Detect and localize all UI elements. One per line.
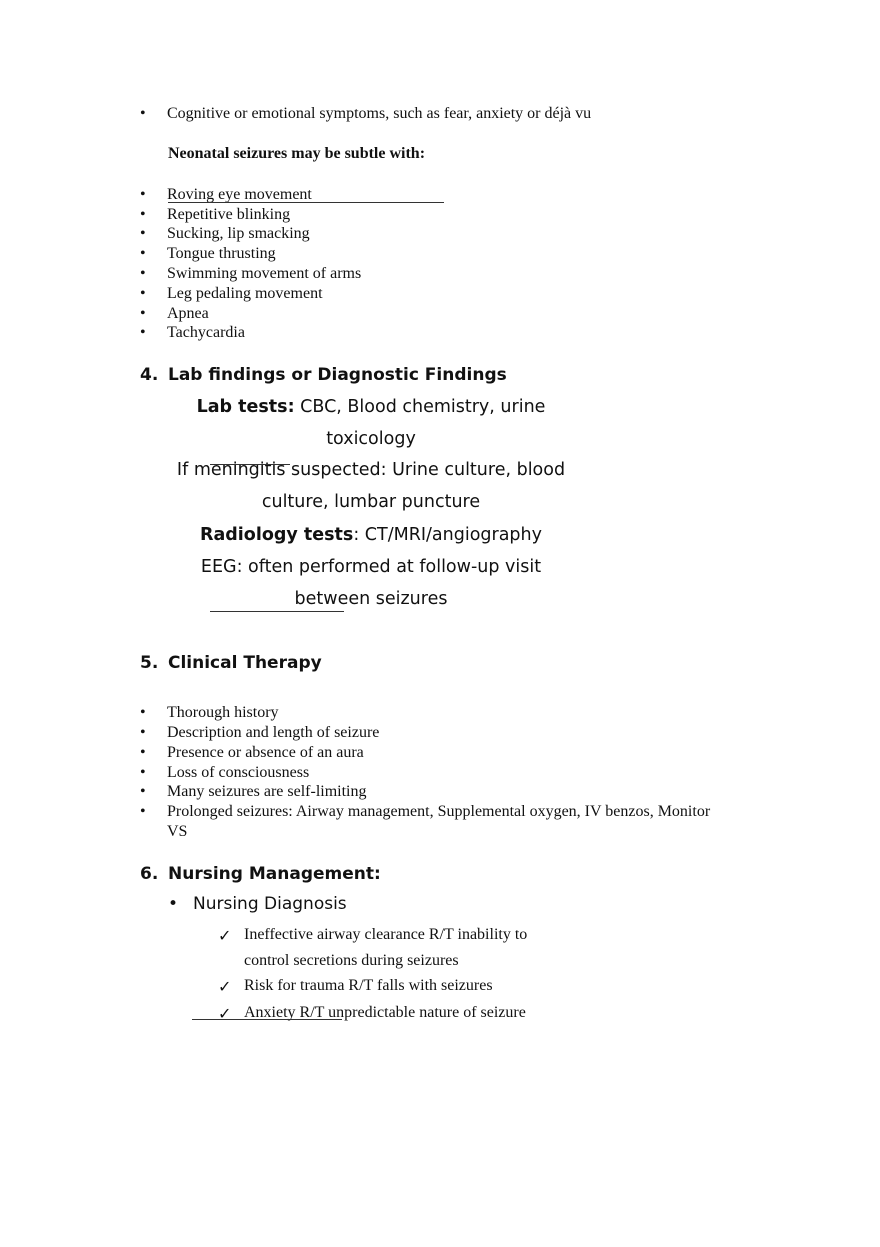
section-4-heading <box>140 365 507 385</box>
bullet-dot-icon: • <box>140 744 146 761</box>
bullet-dot-icon: • <box>168 894 179 914</box>
check-item-text: Ineffective airway clearance R/T inability to <box>244 926 528 943</box>
lab-tests-text: CBC, Blood chemistry, urine <box>294 397 546 417</box>
nursing-diagnosis-bullet <box>168 894 347 914</box>
list-item-text: Thorough history <box>167 704 279 721</box>
check-item-text: Risk for trauma R/T falls with seizures <box>244 977 493 994</box>
list-item-text: Loss of consciousness <box>167 764 310 781</box>
radiology-label: Radiology tests <box>200 525 354 545</box>
bullet-dot-icon: • <box>140 105 146 122</box>
check-item-text: control secretions during seizures <box>244 952 459 969</box>
section-number: 4. <box>140 365 159 385</box>
list-item-text: Description and length of seizure <box>167 724 380 741</box>
intro-bullet-text: Cognitive or emotional symptoms, such as fear, anxiety or déjà vu <box>167 105 592 122</box>
radiology-text: : CT/MRI/angiography <box>353 525 542 545</box>
list-item-text: Roving eye movement <box>167 186 312 203</box>
section-title: Clinical Therapy <box>168 653 322 673</box>
list-item-text: Tongue thrusting <box>167 245 276 262</box>
list-item-text: Apnea <box>167 305 209 322</box>
list-item-text: VS <box>167 823 188 840</box>
checkmark-icon: ✓ <box>218 979 232 996</box>
lab-tests-continuation: toxicology <box>326 429 416 449</box>
meningitis-line <box>0 460 742 480</box>
bullet-dot-icon: • <box>140 704 146 721</box>
meningitis-prefix: If <box>176 460 194 480</box>
bullet-dot-icon: • <box>140 285 146 302</box>
bullet-dot-icon: • <box>140 724 146 741</box>
revision-underline <box>168 202 444 203</box>
bullet-dot-icon: • <box>140 803 146 820</box>
list-item-text: Swimming movement of arms <box>167 265 362 282</box>
bullet-dot-icon: • <box>140 265 146 282</box>
revision-overline <box>210 464 290 465</box>
revision-strike-line <box>192 1019 342 1020</box>
list-item-text: Sucking, lip smacking <box>167 225 310 242</box>
bullet-dot-icon: • <box>140 206 146 223</box>
section-title: Lab findings or Diagnostic Findings <box>168 365 507 385</box>
list-item-text: Many seizures are self-limiting <box>167 783 367 800</box>
bullet-dot-icon: • <box>140 324 146 341</box>
list-item-text: Leg pedaling movement <box>167 285 323 302</box>
list-item-text: Presence or absence of an aura <box>167 744 364 761</box>
revision-underline <box>210 611 344 612</box>
lab-tests-line <box>0 397 742 417</box>
section-title: Nursing Management: <box>168 864 381 884</box>
check-item-text: Anxiety R/T unpredictable nature of seizure <box>244 1004 526 1021</box>
bullet-dot-icon: • <box>140 305 146 322</box>
neonatal-heading: Neonatal seizures may be subtle with: <box>168 145 426 162</box>
meningitis-word: meningitis <box>193 460 286 480</box>
bullet-dot-icon: • <box>140 783 146 800</box>
section-5-heading <box>140 653 322 673</box>
lab-tests-label: Lab tests: <box>196 397 295 417</box>
bullet-dot-icon: • <box>140 186 146 203</box>
eeg-line: EEG: often performed at follow-up visit <box>200 557 542 577</box>
bullet-dot-icon: • <box>140 225 146 242</box>
meningitis-rest: suspected: Urine culture, blood <box>285 460 566 480</box>
section-6-heading <box>140 864 381 884</box>
list-item-text: Repetitive blinking <box>167 206 291 223</box>
checkmark-icon: ✓ <box>218 928 232 945</box>
meningitis-continuation: culture, lumbar puncture <box>261 492 481 512</box>
list-item-text: Tachycardia <box>167 324 245 341</box>
radiology-line <box>0 525 742 545</box>
checkmark-icon: ✓ <box>218 1006 232 1023</box>
eeg-continuation: between seizures <box>294 589 448 609</box>
section-number: 5. <box>140 653 159 673</box>
bullet-dot-icon: • <box>140 245 146 262</box>
bullet-dot-icon: • <box>140 764 146 781</box>
list-item-text: Prolonged seizures: Airway management, Supplemental oxygen, IV benzos, Monitor <box>167 803 711 820</box>
section-number: 6. <box>140 864 159 884</box>
nursing-diagnosis-text: Nursing Diagnosis <box>193 894 347 914</box>
